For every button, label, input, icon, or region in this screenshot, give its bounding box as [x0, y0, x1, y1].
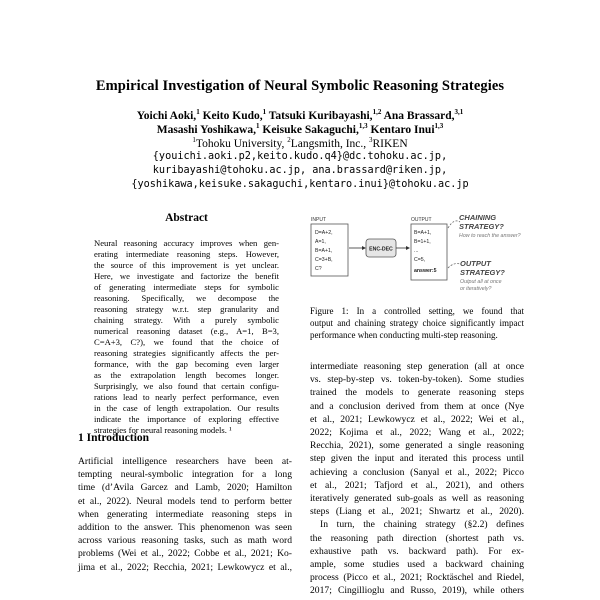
figure-1-diagram: [308, 210, 528, 308]
text-line: reasoning strategies significantly affects the per-: [94, 348, 279, 358]
text-line: when generating intermediate reasoning steps in: [78, 508, 292, 520]
text-line: addition to the answer. This phenomenon was seen: [78, 522, 292, 533]
figure-output-strategy-title: OUTPUT STRATEGY?: [460, 259, 505, 277]
figure-input-line: C=3+B,: [315, 257, 333, 263]
figure-input-line: B=A+1,: [315, 248, 333, 254]
text-line: In turn, the chaining strategy (§2.2) defines: [320, 519, 524, 531]
text-line: intermediate reasoning step generation (all at once: [310, 361, 524, 372]
text-line: the source of this improvement is yet unclear.: [94, 260, 279, 270]
text-line: across various reasoning tasks, such as math word: [78, 535, 292, 547]
text-line: the reasoning path direction (shortest path vs.: [310, 532, 524, 544]
text-line: steps (Liang et al., 2021; Shwartz et al., 2020).: [310, 506, 524, 518]
paper-title: Empirical Investigation of Neural Symbolic Reasoning Strategies: [95, 78, 505, 94]
figure-output-line: B=A+1,: [414, 230, 432, 236]
text-line: numerical reasoning dataset (e.g., A=1, B=3,: [94, 326, 279, 336]
text-line: performance when conducting multi-step reasoning.: [310, 330, 498, 340]
figure-input-line: A=1,: [315, 239, 326, 245]
text-line: reasoning. Specifically, we decompose the: [94, 293, 279, 303]
figure-output-label: OUTPUT: [411, 217, 432, 223]
author: Kentaro Inui$^{1,3}$: [370, 122, 444, 136]
text-line: Figure 1: In a controlled setting, we found that: [310, 306, 524, 316]
text-line: of generating intermediate steps for symbolic: [94, 282, 279, 292]
text-line: ample, some studies used a backward chaining: [310, 559, 524, 570]
text-line: chaining strategy. With a purely symbolic: [94, 315, 279, 325]
figure-output-line: answer:5: [414, 268, 437, 274]
author: Yoichi Aoki,$^1$: [136, 108, 200, 122]
email-line-3: {yoshikawa,keisuke.sakaguchi,kentaro.inui}@tohoku.ac.jp: [131, 179, 469, 190]
figure-input-line: D=A+2,: [315, 230, 333, 236]
text-line: achieving a conclusion (Sanyal et al., 2022; Picco: [310, 466, 524, 478]
text-line: Here, we investigate and factorize the benefit: [94, 271, 279, 281]
text-line: reasoning strategy w.r.t. step granularity and: [94, 304, 279, 314]
text-line: Recchia, 2021), some generated a single reasoning: [310, 440, 524, 452]
text-line: iteratively generated sub-goals as well as reasoning: [310, 493, 524, 504]
text-line: vs. step-by-step vs. token-by-token). Some studies: [310, 374, 524, 386]
text-line: erating intermediate reasoning steps. However,: [94, 249, 279, 259]
text-line: exhaustive path vs. backward path). For ex-: [310, 545, 524, 557]
text-line: jima et al., 2022; Recchia, 2021; Lewkowycz et al.,: [78, 561, 292, 573]
figure-chaining-title: CHAINING STRATEGY?: [459, 213, 504, 231]
text-line: et al., 2022). Neural models tend to perform better: [78, 495, 292, 507]
text-line: Artificial intelligence researchers have been at-: [78, 456, 292, 467]
affiliations: $^1$Tohoku University, $^2$Langsmith, Inc., $^3$RIKEN: [192, 136, 408, 150]
text-line: et al., 2021; Tafjord et al., 2021), and others: [310, 479, 524, 491]
section-heading-introduction: 1 Introduction: [78, 432, 150, 444]
text-line: problems (Wei et al., 2022; Cobbe et al., 2021; Ko-: [78, 548, 292, 560]
text-line: output and chaining strategy choice significantly impact: [310, 318, 524, 328]
figure-output-line: ...: [414, 248, 419, 254]
text-line: 2022; Kojima et al., 2022; Wang et al., 2022;: [310, 427, 524, 438]
figure-output-arrow: [448, 264, 460, 269]
author: Tatsuki Kuribayashi,$^{1,2}$: [268, 108, 382, 122]
author: Keito Kudo,$^1$: [202, 108, 267, 122]
author-line-1: [0, 108, 600, 122]
arrow-head-icon: [362, 246, 366, 250]
text-line: Surprisingly, we also found that certain configu-: [94, 381, 279, 391]
abstract-heading: Abstract: [165, 212, 208, 224]
author: Ana Brassard,$^{3,1}$: [383, 108, 464, 122]
text-line: process (Picco et al., 2021; Rocktäschel and Riedel,: [310, 572, 524, 584]
text-line: et al., 2021; Lewkowycz et al., 2022; Wei et al.,: [310, 413, 524, 425]
text-line: tempting neural-symbolic integration for a long: [78, 469, 292, 481]
figure-model-label: ENC-DEC: [369, 246, 393, 253]
figure-output-strategy-subtitle: or iteratively?: [460, 286, 492, 292]
author: Keisuke Sakaguchi,$^{1,3}$: [262, 122, 368, 136]
text-line: in the case of length extrapolation. Our results: [94, 403, 279, 413]
email-line-1: {youichi.aoki.p2,keito.kudo.q4}@dc.tohoku.ac.jp,: [152, 151, 448, 162]
text-line: strategies for neural reasoning models. ¹: [94, 425, 232, 435]
text-line: C=A+3, C?), we found that the choice of: [94, 337, 279, 347]
figure-output-strategy-subtitle: Output all at once: [460, 279, 502, 285]
arrow-head-icon: [406, 246, 410, 250]
email-line-2: kuribayashi@tohoku.ac.jp, ana.brassard@riken.jp,: [152, 165, 448, 176]
text-line: rations lead to nearly perfect performance, even: [94, 392, 279, 402]
text-line: step given the input and iterated this process until: [310, 453, 524, 465]
text-line: indicate the importance of exploring effective: [94, 414, 279, 424]
figure-output-line: C=5,: [414, 257, 426, 263]
text-line: trained the models to generate reasoning steps: [310, 387, 524, 399]
text-line: Neural reasoning accuracy improves when gen-: [94, 238, 279, 248]
text-line: formance, with the gap becoming even larger: [94, 359, 279, 369]
text-line: as the extrapolation length becomes longer.: [94, 370, 279, 380]
author: Masashi Yoshikawa,$^1$: [156, 122, 260, 136]
figure-input-label: INPUT: [311, 217, 326, 223]
figure-input-line: C?: [315, 266, 322, 272]
text-line: 2017; Cingillioglu and Russo, 2019), while others: [310, 585, 524, 597]
text-line: and a conclusion derived from them at once (Nye: [310, 400, 524, 412]
text-line: time (d’Avila Garcez and Lamb, 2020; Hamilton: [78, 482, 292, 494]
figure-output-line: B=1+1,: [414, 239, 431, 245]
figure-chaining-subtitle: How to reach the answer?: [459, 233, 521, 239]
author-line-2: [0, 122, 600, 136]
